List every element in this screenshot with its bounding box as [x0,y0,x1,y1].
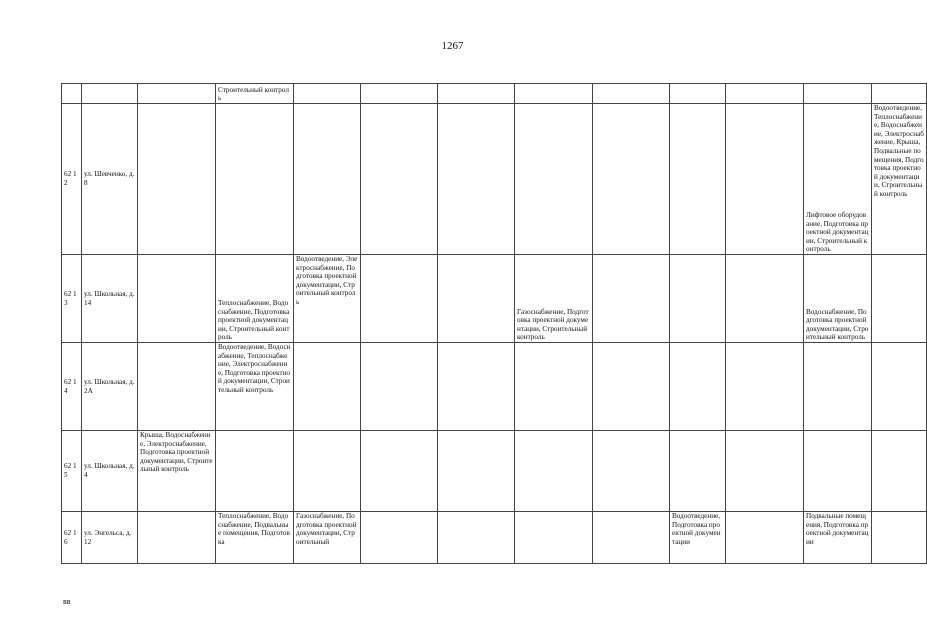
row-number [62,84,82,104]
work-cell: Водоотведение, Теплоснабжение, Водоснабжение, Электроснабжение, Крыша, Подвальные помещения, Подготовка проектной документации, Строительный контроль [872,104,927,255]
work-cell: Крыша, Водоснабжение, Электроснабжение, Подготовка проектной документации, Строительный контроль [138,431,216,512]
work-cell: Водоотведение, Подготовка проектной документации [670,512,726,564]
work-cell: Газоснабжение, Подготовка проектной документации, Строительный контроль [515,255,593,343]
work-cell [872,84,927,104]
work-cell [804,84,872,104]
address-cell: ул. Школьная, д. 4 [82,431,138,512]
work-cell: Водоснабжение, Подготовка проектной документации, Строительный контроль [804,255,872,343]
work-cell [804,343,872,431]
work-cell [515,431,593,512]
row-number: 62 15 [62,431,82,512]
work-cell [138,512,216,564]
row-number: 62 13 [62,255,82,343]
table-row [62,512,927,564]
address-cell: ул. Школьная, д. 14 [82,255,138,343]
work-cell: Водоотведение, Электроснабжение, Подготовка проектной документации, Строительный контроль [294,255,361,343]
work-cell [294,343,361,431]
row-number: 62 16 [62,512,82,564]
repair-schedule-table [61,83,927,564]
work-cell [872,343,927,431]
work-cell [138,255,216,343]
work-cell [438,343,515,431]
work-cell [361,104,438,255]
work-cell: Водоотведение, Водоснабжение, Теплоснабжение, Электроснабжение, Подготовка проектной документации, Строительный контроль [216,343,294,431]
table-row [62,431,927,512]
work-cell: Подвальные помещения, Подготовка проектной документации [804,512,872,564]
work-cell [138,343,216,431]
work-cell [361,255,438,343]
table-row [62,104,927,255]
address-cell: ул. Школьная, д. 2А [82,343,138,431]
footer-mark: вв [63,597,71,606]
work-cell [670,84,726,104]
work-cell [593,104,670,255]
address-cell: ул. Энгельса, д. 12 [82,512,138,564]
work-cell [726,431,804,512]
table-row [62,84,927,104]
work-cell [726,255,804,343]
work-cell [670,104,726,255]
work-cell [515,512,593,564]
work-cell [872,512,927,564]
work-cell [294,84,361,104]
table-row [62,255,927,343]
work-cell [593,343,670,431]
work-cell [726,84,804,104]
work-cell [726,512,804,564]
work-cell [726,104,804,255]
work-cell [593,512,670,564]
work-cell [216,104,294,255]
work-cell [726,343,804,431]
work-cell [515,84,593,104]
work-cell [872,255,927,343]
work-cell [361,84,438,104]
work-cell [216,431,294,512]
work-cell [438,84,515,104]
work-cell: Теплоснабжение, Водоснабжение, Подготовка проектной документации, Строительный контроль [216,255,294,343]
work-cell [361,431,438,512]
work-cell [294,104,361,255]
work-cell [670,255,726,343]
table-row [62,343,927,431]
work-cell [361,343,438,431]
work-cell [515,104,593,255]
work-cell [438,512,515,564]
row-number: 62 12 [62,104,82,255]
work-cell [804,431,872,512]
work-cell [670,431,726,512]
work-cell [515,343,593,431]
work-cell [361,512,438,564]
work-cell [593,84,670,104]
work-cell: Строительный контроль [216,84,294,104]
work-cell [294,431,361,512]
work-cell [138,104,216,255]
work-cell [438,431,515,512]
work-cell [593,255,670,343]
address-cell [82,84,138,104]
work-cell [593,431,670,512]
address-cell: ул. Шевченко, д. 8 [82,104,138,255]
work-cell: Лифтовое оборудование, Подготовка проектной документации, Строительный контроль [804,104,872,255]
work-cell: Теплоснабжение, Водоснабжение, Подвальные помещения, Подготовка [216,512,294,564]
page-number: 1267 [441,40,464,52]
work-cell [438,255,515,343]
work-cell [138,84,216,104]
work-cell [872,431,927,512]
row-number: 62 14 [62,343,82,431]
work-cell [438,104,515,255]
work-cell [670,343,726,431]
work-cell: Газоснабжение, Подготовка проектной документации, Строительный [294,512,361,564]
